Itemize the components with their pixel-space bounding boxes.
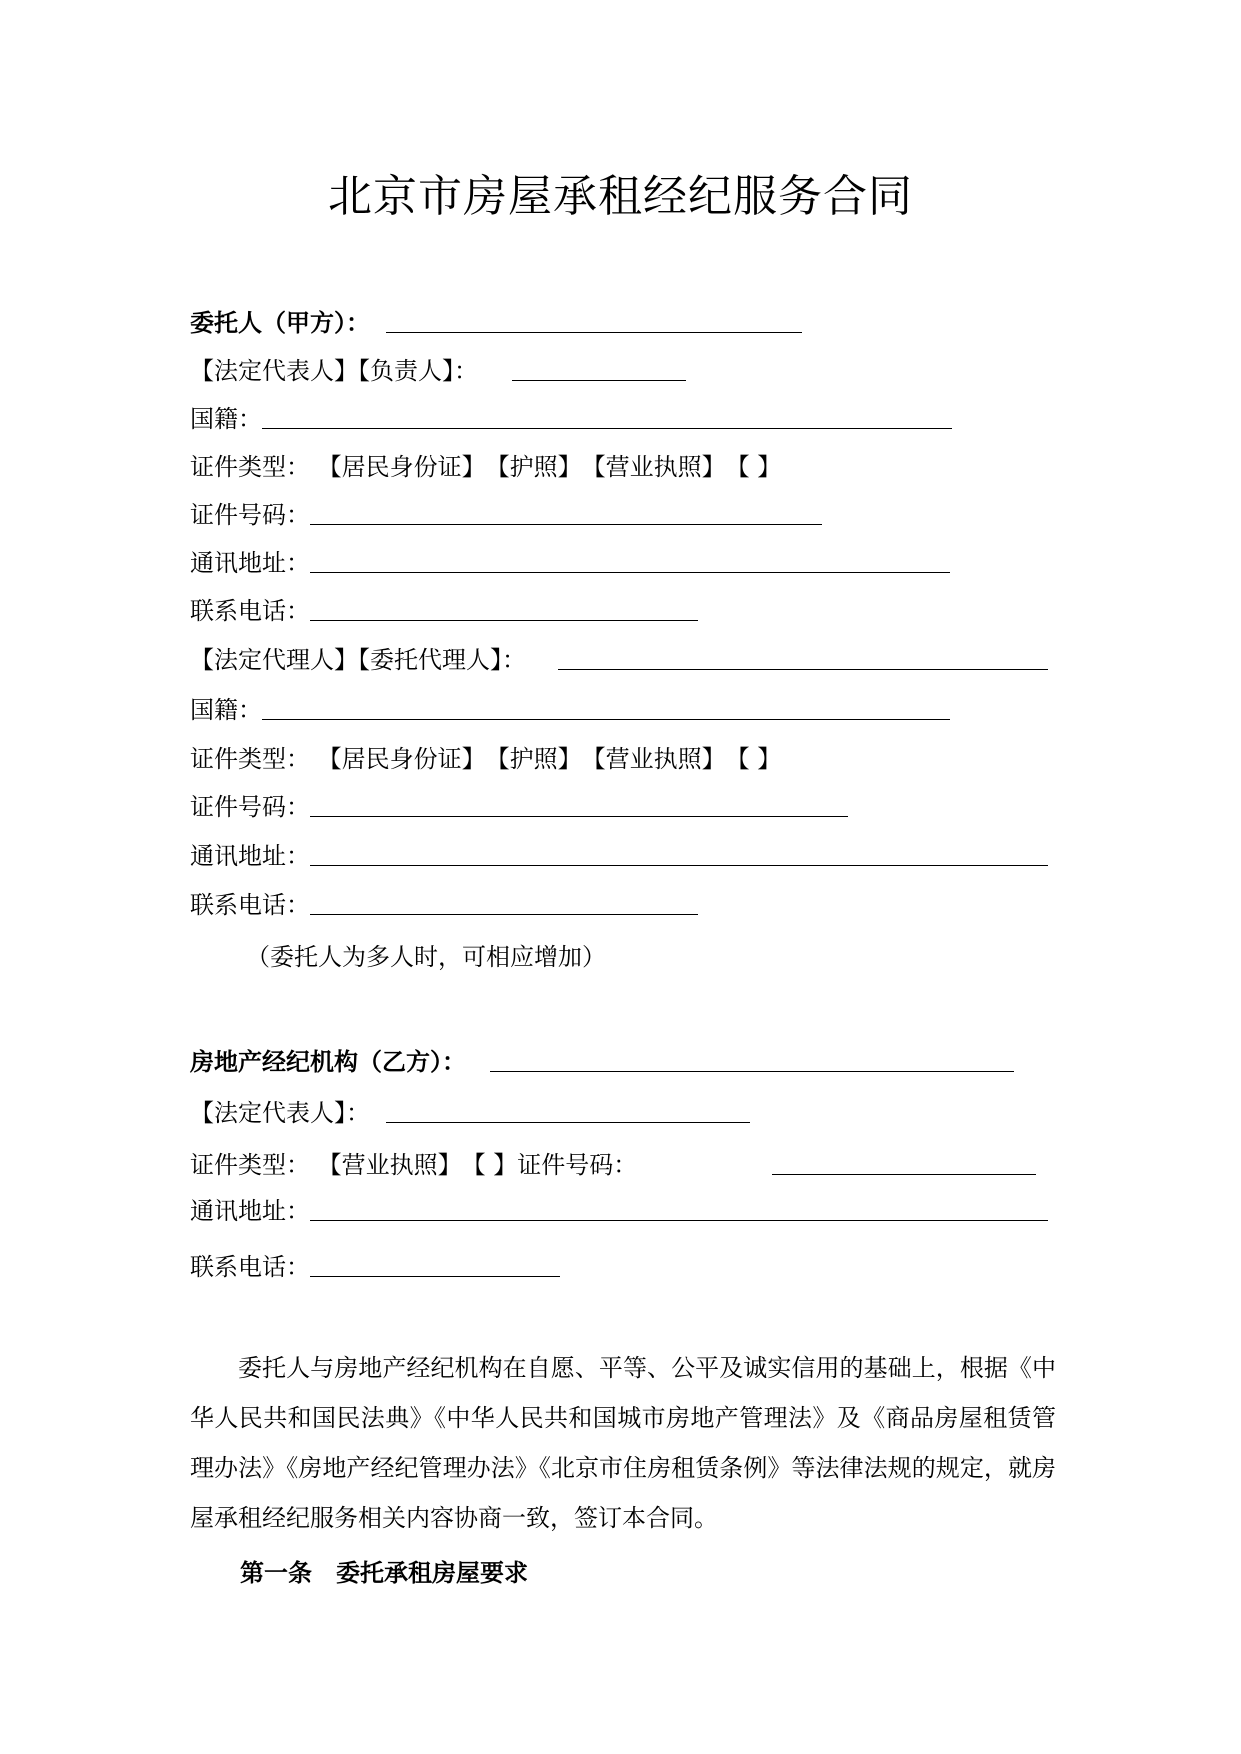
party-a-id-number-field[interactable]: [310, 524, 822, 525]
party-a-agent-row: [190, 643, 526, 677]
party-a-nationality-row: [190, 402, 262, 436]
party-a-phone-row: [190, 594, 310, 628]
party-b-legal-rep-row: [190, 1096, 370, 1130]
agent-phone-field[interactable]: [310, 914, 698, 915]
preamble-paragraph: 委托人与房地产经纪机构在自愿、平等、公平及诚实信用的基础上，根据《中华人民共和国民法典》《中华人民共和国城市房地产管理法》及《商品房屋租赁管理办法》《房地产经纪管理办法》《北京市住房租赁条例》等法律法规的规定，就房屋承租经纪服务相关内容协商一致，签订本合同。: [190, 1354, 1056, 1532]
party-a-address-label: 通讯地址：: [190, 549, 310, 577]
party-a-address-row: [190, 546, 310, 580]
party-a-heading-row: [190, 306, 370, 340]
agent-nationality-label: 国籍：: [190, 696, 262, 724]
party-b-address-row: [190, 1194, 310, 1228]
party-b-heading-row: [190, 1045, 466, 1079]
agent-address-label: 通讯地址：: [190, 842, 310, 870]
agent-id-number-field[interactable]: [310, 816, 848, 817]
party-b-heading: 房地产经纪机构（乙方）：: [190, 1047, 466, 1076]
party-a-id-number-row: [190, 498, 310, 532]
party-a-address-field[interactable]: [310, 572, 950, 573]
agent-address-row: [190, 839, 310, 873]
party-a-nationality-label: 国籍：: [190, 405, 262, 433]
party-a-legal-rep-label: 【法定代表人】【负责人】：: [190, 357, 478, 385]
agent-phone-label: 联系电话：: [190, 891, 310, 919]
id-type-option-other[interactable]: 【 】: [725, 453, 782, 481]
agent-nationality-row: [190, 693, 262, 727]
agent-id-type-option-other[interactable]: 【 】: [725, 745, 782, 773]
party-b-legal-rep-field[interactable]: [386, 1122, 750, 1123]
party-a-agent-field[interactable]: [558, 669, 1048, 670]
id-type-option-passport[interactable]: 【护照】: [485, 453, 582, 481]
party-b-phone-row: [190, 1250, 310, 1284]
agent-id-type-row: [190, 742, 781, 776]
party-a-heading: 委托人（甲方）：: [190, 308, 370, 337]
party-a-name-field[interactable]: [386, 332, 802, 333]
party-a-nationality-field[interactable]: [262, 428, 952, 429]
id-type-option-resident-card[interactable]: 【居民身份证】: [317, 453, 486, 481]
page-title: 北京市房屋承租经纪服务合同: [328, 171, 913, 222]
party-b-id-type-option-business-license[interactable]: 【营业执照】: [317, 1151, 462, 1179]
party-b-id-type-row: [190, 1148, 637, 1182]
party-b-address-label: 通讯地址：: [190, 1197, 310, 1225]
party-b-address-field[interactable]: [310, 1220, 1048, 1221]
party-a-id-number-label: 证件号码：: [190, 501, 310, 529]
party-a-legal-rep-row: [190, 354, 478, 388]
party-b-id-number-label: 证件号码：: [517, 1151, 638, 1179]
agent-id-type-label: 证件类型：: [190, 745, 310, 773]
agent-id-type-option-business-license[interactable]: 【营业执照】: [581, 745, 726, 773]
agent-id-type-option-resident-card[interactable]: 【居民身份证】: [317, 745, 486, 773]
id-type-option-business-license[interactable]: 【营业执照】: [581, 453, 726, 481]
party-b-phone-label: 联系电话：: [190, 1253, 310, 1281]
party-a-phone-label: 联系电话：: [190, 597, 310, 625]
agent-phone-row: [190, 888, 310, 922]
party-b-legal-rep-label: 【法定代表人】：: [190, 1099, 370, 1127]
party-b-id-type-label: 证件类型：: [190, 1151, 310, 1179]
agent-id-number-row: [190, 790, 310, 824]
party-b-id-number-field[interactable]: [772, 1174, 1036, 1175]
party-a-agent-label: 【法定代理人】【委托代理人】：: [190, 646, 526, 674]
party-b-phone-field[interactable]: [310, 1276, 560, 1277]
party-a-phone-field[interactable]: [310, 620, 698, 621]
multiple-principals-note: （委托人为多人时，可相应增加）: [246, 943, 606, 971]
agent-address-field[interactable]: [310, 865, 1048, 866]
agent-nationality-field[interactable]: [262, 719, 950, 720]
party-b-id-type-option-other[interactable]: 【 】: [461, 1151, 518, 1179]
party-a-id-type-label: 证件类型：: [190, 453, 310, 481]
agent-id-type-option-passport[interactable]: 【护照】: [485, 745, 582, 773]
article-1-heading: 第一条 委托承租房屋要求: [240, 1558, 528, 1587]
party-b-name-field[interactable]: [490, 1071, 1014, 1072]
party-a-legal-rep-field[interactable]: [512, 380, 686, 381]
party-a-id-type-row: [190, 450, 781, 484]
agent-id-number-label: 证件号码：: [190, 793, 310, 821]
